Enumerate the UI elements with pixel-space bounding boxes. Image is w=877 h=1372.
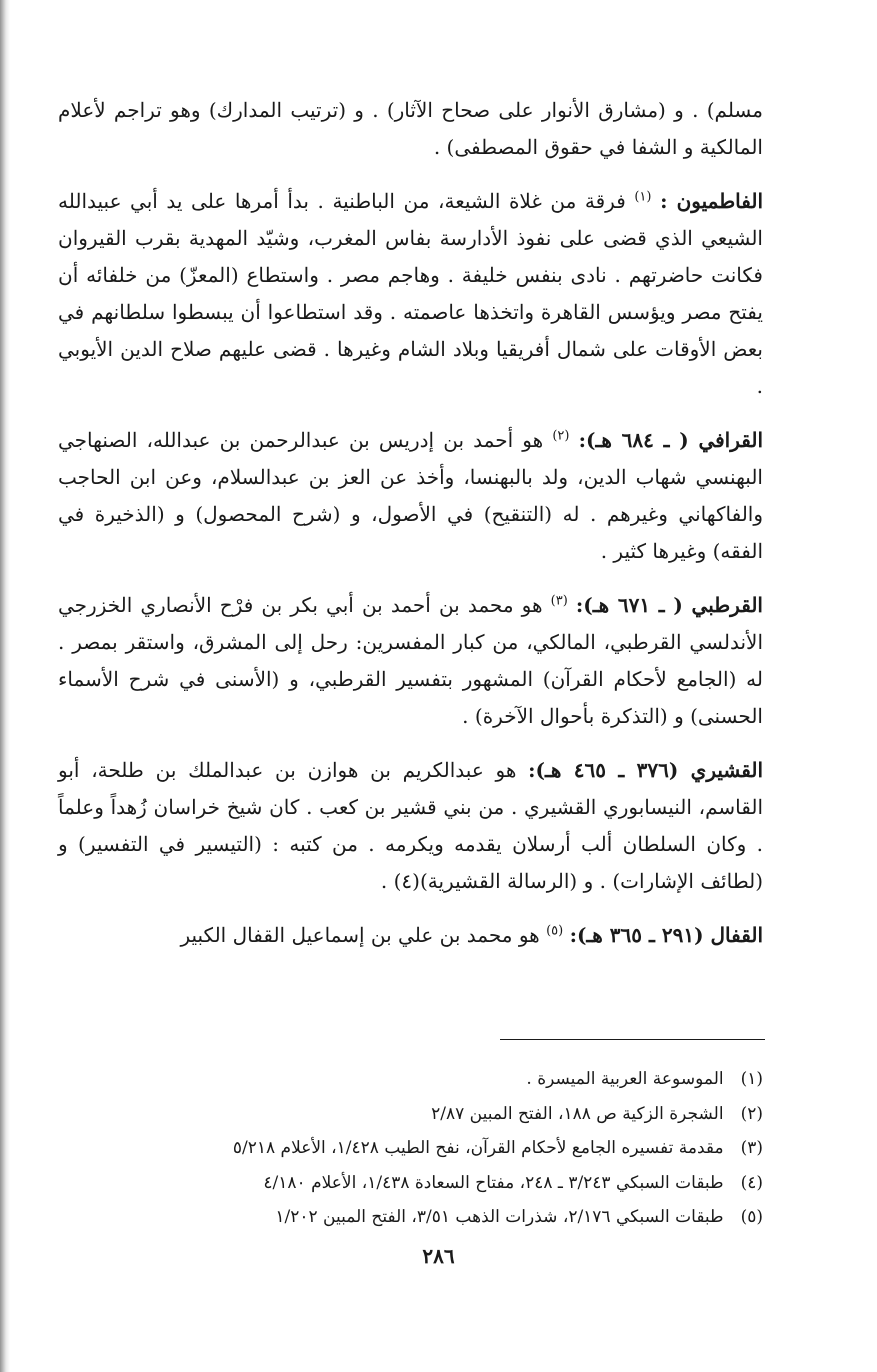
footnote-number: (٢)	[740, 1103, 763, 1124]
page-number: ٢٨٦	[422, 1244, 455, 1268]
footnote-ref[interactable]: (٣)	[550, 593, 568, 609]
entry-fatimids	[58, 183, 763, 405]
entry-qarafi	[58, 422, 763, 570]
entry-text: هو عبدالكريم بن هوازن بن عبدالملك بن طلحة، أبو القاسم، النيسابوري القشيري . من بني قشير بن كعب . كان شيخ خراسان زُهداً وعلماً . وكان السلطان ألب أرسلان يقدمه ويكرمه . من كتبه : (التيسير في التفسير) و (لطائف الإشارات) . و (الرسالة القشيرية)(٤) .	[58, 758, 763, 893]
entry-qurtubi	[58, 587, 763, 735]
footnote-ref[interactable]: (٥)	[546, 923, 564, 939]
footnote-item	[58, 1166, 763, 1201]
main-text	[58, 92, 763, 971]
footnotes	[58, 1062, 763, 1235]
footnote-item	[58, 1131, 763, 1166]
footnote-item	[58, 1200, 763, 1235]
footnote-item	[58, 1097, 763, 1132]
footnote-text: طبقات السبكي ٣/٢٤٣ ـ ٢٤٨، مفتاح السعادة ١/٤٣٨، الأعلام ٤/١٨٠	[263, 1172, 724, 1193]
entry-term: القرافي ( ـ ٦٨٤ هـ):	[578, 428, 764, 452]
footnote-ref[interactable]: (٢)	[552, 428, 570, 444]
entry-term: القرطبي ( ـ ٦٧١ هـ):	[575, 593, 763, 617]
footnote-ref[interactable]: (١)	[634, 189, 652, 205]
scan-edge-shadow	[0, 0, 10, 1372]
footnote-number: (٥)	[740, 1207, 763, 1227]
entry-term: القشيري (٣٧٦ ـ ٤٦٥ هـ):	[528, 758, 764, 782]
footnote-text: مقدمة تفسيره الجامع لأحكام القرآن، نفح الطيب ١/٤٢٨، الأعلام ٥/٢١٨	[232, 1138, 724, 1158]
entry-qaffal	[58, 917, 763, 954]
entry-term: القفال (٢٩١ ـ ٣٦٥ هـ):	[569, 923, 763, 947]
footnote-number: (١)	[740, 1069, 763, 1089]
entry-text: هو محمد بن أحمد بن أبي بكر بن فرْح الأنصاري الخزرجي الأندلسي القرطبي، المالكي، من كبار المفسرين: رحل إلى المشرق، واستقر بمصر . له (الجامع لأحكام القرآن) المشهور بتفسير القرطبي، و (الأسنى في شرح الأسماء الحسنى) و (التذكرة بأحوال الآخرة) .	[58, 593, 763, 728]
entry-text: فرقة من غلاة الشيعة، من الباطنية . بدأ أمرها على يد أبي عبيدالله الشيعي الذي قضى على نفوذ الأدارسة بفاس المغرب، وشيّد المهدية بقرب القيروان فكانت حاضرتهم . نادى بنفس خليفة . وهاجم مصر . واستطاع (المعزّ) من خلفائه أن يفتح مصر ويؤسس القاهرة واتخذها عاصمته . وقد استطاعوا أن يبسطوا سلطانهم في بعض الأوقات على شمال أفريقيا وبلاد الشام وغيرها . قضى عليهم صلاح الدين الأيوبي .	[58, 189, 763, 398]
footnote-divider	[500, 1039, 765, 1040]
entry-qushayri	[58, 752, 763, 900]
entry-text: هو محمد بن علي بن إسماعيل القفال الكبير	[180, 923, 540, 947]
footnote-text: الموسوعة العربية الميسرة .	[526, 1069, 724, 1089]
footnote-number: (٣)	[740, 1138, 763, 1158]
entry-term: الفاطميون :	[660, 189, 764, 213]
footnote-text: الشجرة الزكية ص ١٨٨، الفتح المبين ٢/٨٧	[431, 1103, 724, 1124]
footnote-item	[58, 1062, 763, 1097]
entry-text: هو أحمد بن إدريس بن عبدالرحمن بن عبدالله، الصنهاجي البهنسي شهاب الدين، ولد بالبهنسا، وأخذ عن العز بن عبدالسلام، وعن ابن الحاجب والفاكهاني وغيرهم . له (التنقيح) في الأصول، و (شرح المحصول) و (الذخيرة في الفقه) وغيرها كثير .	[58, 428, 763, 563]
paragraph-text: مسلم) . و (مشارق الأنوار على صحاح الآثار) . و (ترتيب المدارك) وهو تراجم لأعلام المالكية و الشفا في حقوق المصطفى) .	[58, 98, 763, 159]
paragraph-continuation	[58, 92, 763, 166]
footnote-number: (٤)	[740, 1172, 763, 1193]
footnote-text: طبقات السبكي ٢/١٧٦، شذرات الذهب ٣/٥١، الفتح المبين ١/٢٠٢	[275, 1207, 724, 1227]
